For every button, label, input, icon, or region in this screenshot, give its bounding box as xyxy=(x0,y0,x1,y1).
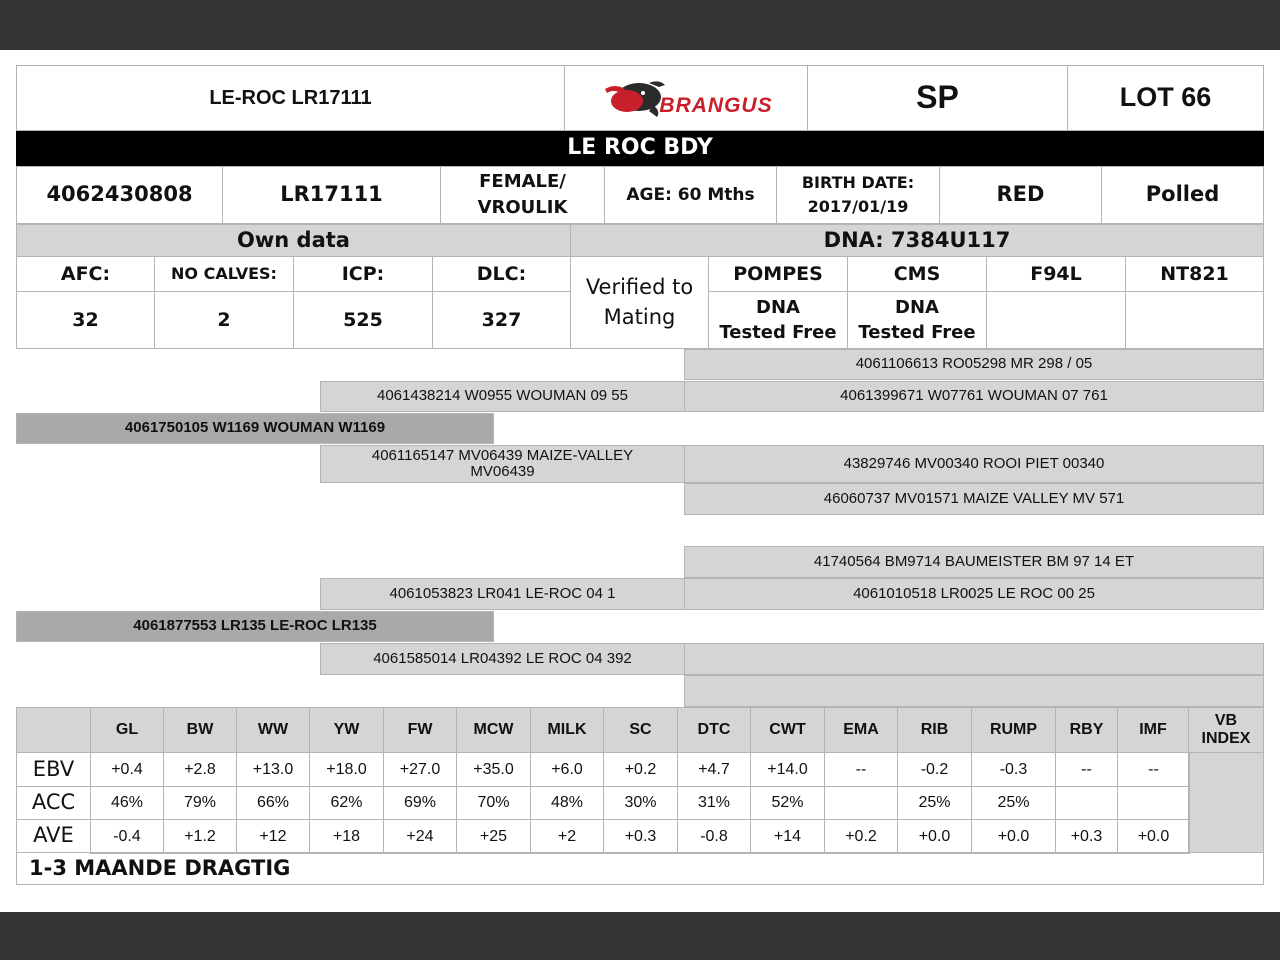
no-calves-label: NO CALVES: xyxy=(154,256,294,292)
ebv-header: RIB xyxy=(897,707,972,753)
dna-test-name: F94L xyxy=(986,256,1126,292)
dna-test-result xyxy=(847,291,987,349)
pedigree-dam-dam: 4061585014 LR04392 LE ROC 04 392 xyxy=(320,643,685,675)
ebv-value-cell: +18 xyxy=(309,819,384,854)
ebv-header: RBY xyxy=(1055,707,1118,753)
ebv-header: IMF xyxy=(1117,707,1189,753)
ebv-value-cell: -0.8 xyxy=(677,819,751,854)
animal-code: LE-ROC LR17111 xyxy=(16,65,565,131)
vb-index-value xyxy=(1188,752,1264,853)
pedigree-dam-sire: 4061053823 LR041 LE-ROC 04 1 xyxy=(320,578,685,610)
pedigree-sire-dam: 4061165147 MV06439 MAIZE-VALLEY MV06439 xyxy=(320,445,685,483)
ebv-header: MCW xyxy=(456,707,531,753)
brangus-logo-text: BRANGUS xyxy=(659,94,773,118)
top-letterbox-bar xyxy=(0,0,1280,50)
dna-result-line-1: DNA xyxy=(895,296,939,318)
pedigree-dam-dam-dam xyxy=(684,675,1264,707)
ebv-value-cell: +25 xyxy=(456,819,531,854)
ebv-value-cell: +2 xyxy=(530,819,604,854)
dna-test-result xyxy=(1125,291,1264,349)
verified-to-mating xyxy=(570,256,709,349)
ebv-value-cell xyxy=(1117,786,1190,820)
birth-date-label: BIRTH DATE: xyxy=(801,173,915,193)
ebv-header: MILK xyxy=(530,707,604,753)
ebv-value-cell: 48% xyxy=(530,786,604,820)
ebv-value-cell: +12 xyxy=(236,819,310,854)
ebv-header: WW xyxy=(236,707,310,753)
pedigree-sire-sire: 4061438214 W0955 WOUMAN 09 55 xyxy=(320,381,685,412)
pedigree-dam-sire-dam: 4061010518 LR0025 LE ROC 00 25 xyxy=(684,578,1264,610)
ebv-value-cell: 79% xyxy=(163,786,237,820)
pedigree-sire-dam-dam: 46060737 MV01571 MAIZE VALLEY MV 571 xyxy=(684,483,1264,515)
ebv-value-cell: +4.7 xyxy=(677,752,751,787)
ebv-value-cell: +0.0 xyxy=(1117,819,1190,854)
ebv-value-cell: +35.0 xyxy=(456,752,531,787)
ebv-value-cell: +0.4 xyxy=(90,752,164,787)
pregnancy-note: 1-3 MAANDE DRAGTIG xyxy=(16,852,1264,885)
ebv-value-cell xyxy=(1055,786,1118,820)
ebv-value-cell: 62% xyxy=(309,786,384,820)
dna-result-line-1: DNA xyxy=(756,296,800,318)
birth-date: 2017/01/19 xyxy=(807,197,909,216)
sex-cell xyxy=(440,166,605,224)
horn-status: Polled xyxy=(1101,166,1264,224)
afc-label: AFC: xyxy=(16,256,155,292)
vb-index-header: VB INDEX xyxy=(1188,707,1264,753)
ebv-value-cell: +0.2 xyxy=(824,819,898,854)
ebv-value-cell: -- xyxy=(1117,752,1190,787)
ebv-row-label: AVE xyxy=(16,819,91,853)
ebv-value-cell: 69% xyxy=(383,786,457,820)
ebv-value-cell: +0.2 xyxy=(603,752,678,787)
sex-line-1: FEMALE/ xyxy=(479,171,566,193)
dna-test-name: CMS xyxy=(847,256,987,292)
ebv-row-label: ACC xyxy=(16,786,91,820)
own-data-title: Own data xyxy=(16,224,571,257)
ebv-header: GL xyxy=(90,707,164,753)
ebv-value-cell: 25% xyxy=(897,786,972,820)
dna-title: DNA: 7384U117 xyxy=(570,224,1264,257)
brangus-logo xyxy=(564,65,808,131)
ebv-value-cell: -- xyxy=(1055,752,1118,787)
ebv-value-cell: 25% xyxy=(971,786,1056,820)
ebv-header: BW xyxy=(163,707,237,753)
sex-line-2: VROULIK xyxy=(477,197,568,218)
ebv-header: RUMP xyxy=(971,707,1056,753)
ebv-value-cell: +0.0 xyxy=(971,819,1056,854)
pedigree-dam-dam-sire xyxy=(684,643,1264,675)
age: AGE: 60 Mths xyxy=(604,166,777,224)
afc-value: 32 xyxy=(16,291,155,349)
ebv-header: SC xyxy=(603,707,678,753)
lot-number: LOT 66 xyxy=(1067,65,1264,131)
ebv-value-cell: +14.0 xyxy=(750,752,825,787)
ebv-value-cell: +0.0 xyxy=(897,819,972,854)
ebv-value-cell: +27.0 xyxy=(383,752,457,787)
dna-test-result xyxy=(986,291,1126,349)
bottom-letterbox-bar xyxy=(0,912,1280,960)
ebv-header: CWT xyxy=(750,707,825,753)
ebv-value-cell: 70% xyxy=(456,786,531,820)
colour: RED xyxy=(939,166,1102,224)
ebv-value-cell: +18.0 xyxy=(309,752,384,787)
ebv-value-cell: 31% xyxy=(677,786,751,820)
ebv-value-cell: +24 xyxy=(383,819,457,854)
ebv-value-cell: 30% xyxy=(603,786,678,820)
ebv-corner-cell xyxy=(16,707,91,753)
ebv-value-cell: -- xyxy=(824,752,898,787)
ebv-value-cell: 52% xyxy=(750,786,825,820)
ebv-value-cell: -0.3 xyxy=(971,752,1056,787)
ebv-value-cell: +0.3 xyxy=(603,819,678,854)
ebv-header: DTC xyxy=(677,707,751,753)
icp-label: ICP: xyxy=(293,256,433,292)
ebv-value-cell: 66% xyxy=(236,786,310,820)
pedigree-sire-sire-sire: 4061106613 RO05298 MR 298 / 05 xyxy=(684,349,1264,380)
ebv-header: FW xyxy=(383,707,457,753)
dna-test-name: NT821 xyxy=(1125,256,1264,292)
no-calves-value: 2 xyxy=(154,291,294,349)
birth-date-cell xyxy=(776,166,940,224)
pedigree-sire-sire-dam: 4061399671 W07761 WOUMAN 07 761 xyxy=(684,381,1264,412)
registration-number: 4062430808 xyxy=(16,166,223,224)
pedigree-dam-sire-sire: 41740564 BM9714 BAUMEISTER BM 97 14 ET xyxy=(684,546,1264,578)
pedigree-sire: 4061750105 W1169 WOUMAN W1169 xyxy=(16,413,494,444)
dna-result-line-2: Tested Free xyxy=(858,321,976,343)
ebv-value-cell: -0.4 xyxy=(90,819,164,854)
animal-name-banner: LE ROC BDY xyxy=(16,131,1264,166)
ebv-value-cell: -0.2 xyxy=(897,752,972,787)
ebv-value-cell: +1.2 xyxy=(163,819,237,854)
ebv-header: EMA xyxy=(824,707,898,753)
ebv-value-cell: +6.0 xyxy=(530,752,604,787)
dna-result-line-2: Tested Free xyxy=(719,321,837,343)
dlc-value: 327 xyxy=(432,291,571,349)
ebv-value-cell xyxy=(824,786,898,820)
ebv-value-cell: +14 xyxy=(750,819,825,854)
ebv-value-cell: +2.8 xyxy=(163,752,237,787)
verified-line-1: Verified to xyxy=(585,275,694,300)
ebv-row-label: EBV xyxy=(16,752,91,787)
dna-test-name: POMPES xyxy=(708,256,848,292)
ebv-value-cell: +0.3 xyxy=(1055,819,1118,854)
ebv-header: YW xyxy=(309,707,384,753)
pedigree-sire-dam-sire: 43829746 MV00340 ROOI PIET 00340 xyxy=(684,445,1264,483)
dna-test-result xyxy=(708,291,848,349)
herd-id: LR17111 xyxy=(222,166,441,224)
ebv-value-cell: 46% xyxy=(90,786,164,820)
dlc-label: DLC: xyxy=(432,256,571,292)
status-code: SP xyxy=(807,65,1068,131)
lot-card xyxy=(16,65,1264,885)
ebv-value-cell: +13.0 xyxy=(236,752,310,787)
verified-line-2: Mating xyxy=(603,304,676,329)
pedigree-dam: 4061877553 LR135 LE-ROC LR135 xyxy=(16,611,494,642)
icp-value: 525 xyxy=(293,291,433,349)
